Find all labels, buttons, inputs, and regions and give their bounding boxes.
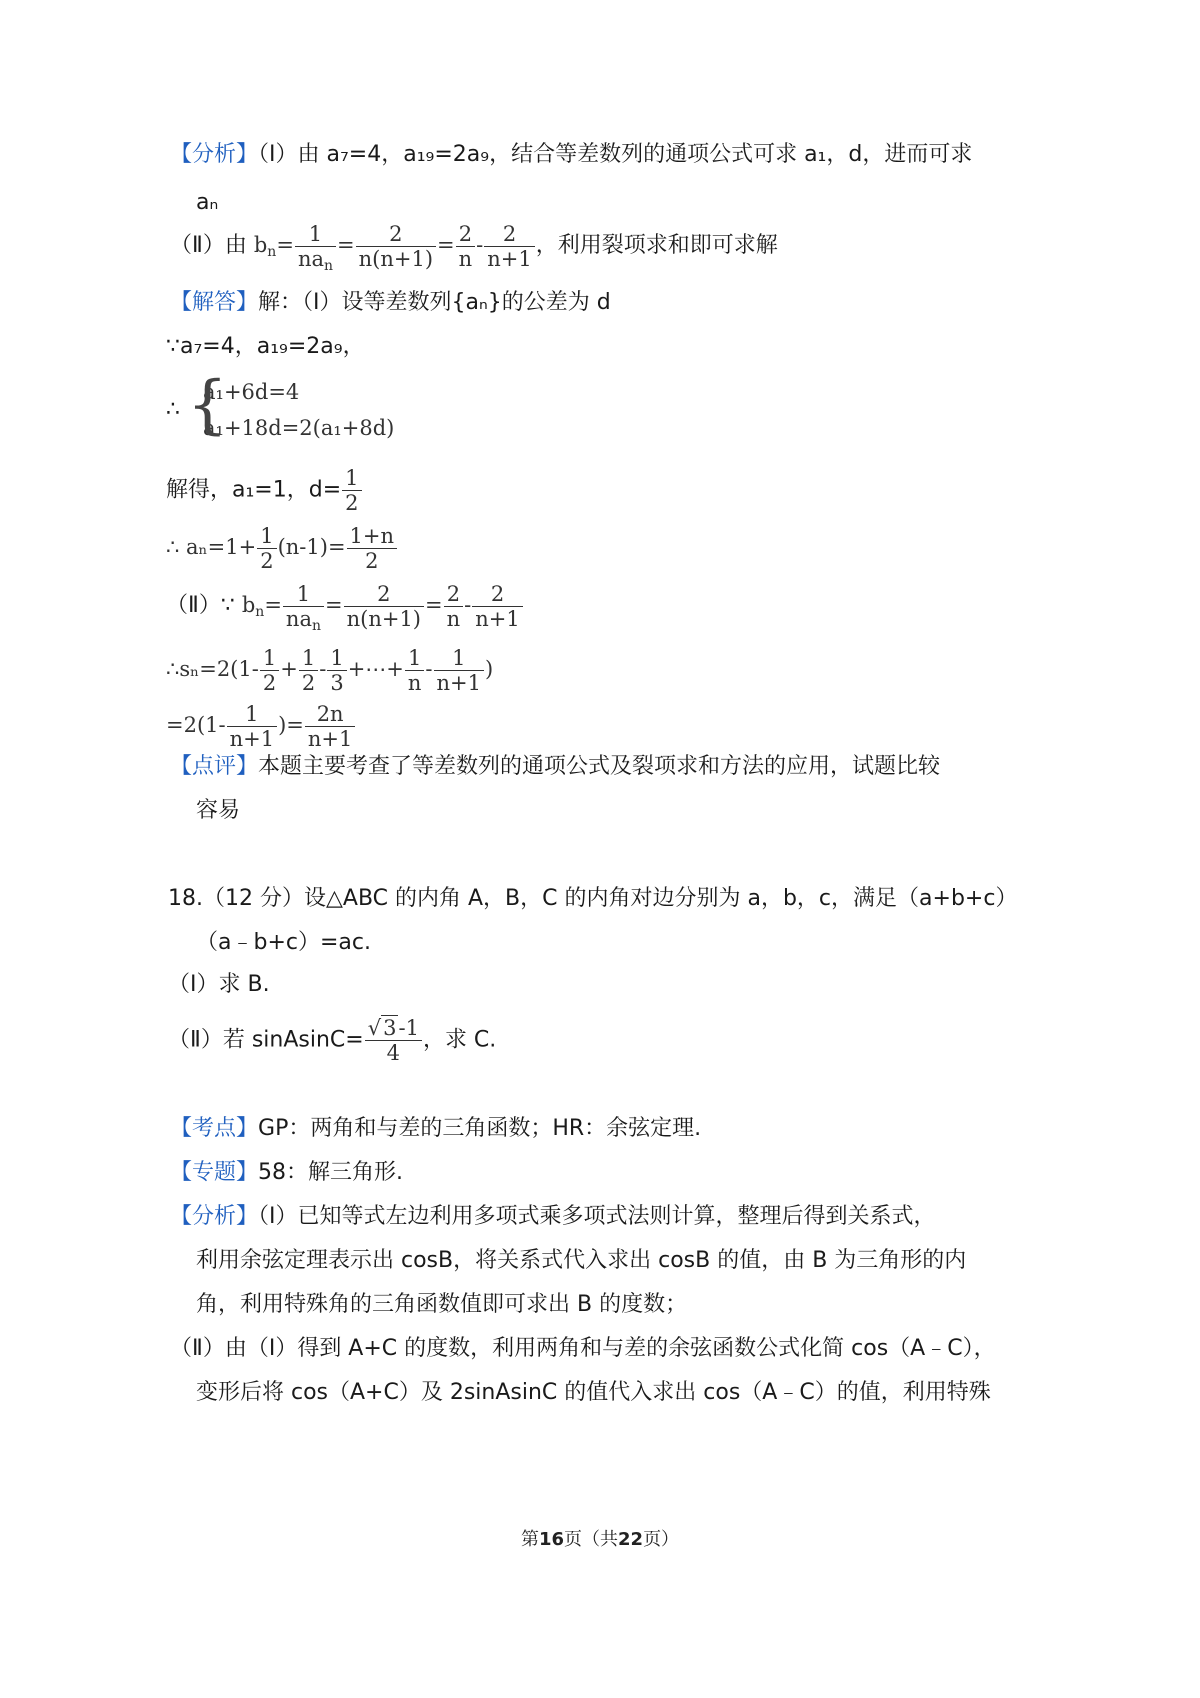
part2-suffix: ，利用裂项求和即可求解 bbox=[535, 233, 778, 258]
analysis2-text-1: （Ⅰ）已知等式左边利用多项式乘多项式法则计算，整理后得到关系式， bbox=[258, 1204, 936, 1229]
zhuanti-tag: 【专题】 bbox=[170, 1160, 259, 1185]
part2-hint-line bbox=[170, 222, 778, 274]
q1-text: （Ⅰ）求 B. bbox=[168, 972, 270, 997]
comment-tag: 【点评】 bbox=[170, 754, 259, 779]
footer-post: 页） bbox=[643, 1529, 680, 1550]
footer-page-number: 16 bbox=[538, 1529, 564, 1550]
footer-mid: 页（共 bbox=[564, 1529, 618, 1550]
d-fraction: $\frac{1}{2}$ bbox=[342, 466, 361, 515]
an-formula: ∴ aₙ=1+ $\frac{1}{2}$ (n-1)= $\frac{1+n}{2}$ bbox=[166, 535, 398, 559]
equation-system: { a₁+6d=4 a₁+18d=2(a₁+8d) bbox=[187, 374, 394, 446]
analysis2-text-5: 变形后将 cos（A+C）及 2sinAsinC 的值代入求出 cos（A﹣C）的值，利用特殊 bbox=[196, 1380, 991, 1405]
sqrt-fraction: $\frac{√3-1}{4}$ bbox=[365, 1016, 422, 1065]
sn-formula: ∴sₙ=2(1- $\frac{1}{2}$ + $\frac{1}{2}$ - $\frac{1}{3}$ +⋯+ $\frac{1}{n}$ - $\frac{1}{n+1}$ ) bbox=[166, 646, 494, 695]
page-footer bbox=[0, 1525, 1200, 1551]
system-row-1: a₁+6d=4 bbox=[203, 380, 300, 404]
comment-text: 本题主要考查了等差数列的通项公式及裂项求和方法的应用，试题比较 bbox=[258, 754, 941, 779]
footer-pre: 第 bbox=[520, 1529, 539, 1550]
analysis2-line-3 bbox=[196, 1290, 687, 1320]
problem-18-line-2 bbox=[196, 928, 371, 958]
problem-18-q1 bbox=[168, 970, 270, 1000]
an-line bbox=[166, 524, 398, 573]
comment-cont: 容易 bbox=[196, 798, 241, 823]
sn-line bbox=[166, 646, 493, 695]
analysis2-line-2 bbox=[196, 1246, 966, 1276]
comment-line-2 bbox=[196, 796, 240, 826]
final-line bbox=[166, 702, 356, 751]
therefore-symbol: ∴ bbox=[166, 397, 180, 422]
bn-formula-2: $b_n=$ $\frac{1}{na_n}$ = $\frac{2}{n(n+1)}$ = $\frac{2}{n}$ - $\frac{2}{n+1}$ bbox=[242, 593, 524, 617]
part2-solution-line bbox=[166, 582, 524, 634]
solution-line bbox=[170, 288, 611, 318]
bn-formula: $b_n=$ $\frac{1}{na_n}$ = $\frac{2}{n(n+1)}$ = $\frac{2}{n}$ - $\frac{2}{n+1}$ bbox=[254, 233, 536, 257]
analysis2-tag: 【分析】 bbox=[170, 1204, 259, 1229]
analysis2-text-2: 利用余弦定理表示出 cosB，将关系式代入求出 cosB 的值，由 B 为三角形的内 bbox=[196, 1248, 967, 1273]
kaodian-text: GP：两角和与差的三角函数；HR：余弦定理. bbox=[258, 1116, 702, 1141]
problem-18-q2 bbox=[168, 1016, 496, 1065]
problem-18-line-1 bbox=[168, 884, 1017, 914]
zhuanti-text: 58：解三角形. bbox=[258, 1160, 404, 1185]
because-text: ∵a₇=4，a₁₉=2a₉， bbox=[166, 334, 365, 359]
system-row-2: a₁+18d=2(a₁+8d) bbox=[203, 416, 395, 440]
part2b-prefix: （Ⅱ）∵ bbox=[166, 593, 235, 618]
footer-total-pages: 22 bbox=[618, 1529, 644, 1550]
analysis-line-1 bbox=[170, 140, 972, 170]
analysis2-line-4 bbox=[170, 1334, 996, 1364]
solution-text: 解：（Ⅰ）设等差数列{aₙ}的公差为 d bbox=[258, 290, 611, 315]
part2-prefix: （Ⅱ）由 bbox=[170, 233, 247, 258]
zhuanti-line bbox=[170, 1158, 403, 1188]
kaodian-line bbox=[170, 1114, 701, 1144]
analysis-tag: 【分析】 bbox=[170, 142, 259, 167]
solution-tag: 【解答】 bbox=[170, 290, 259, 315]
analysis2-text-3: 角，利用特殊角的三角函数值即可求出 B 的度数； bbox=[196, 1292, 688, 1317]
solved-line bbox=[166, 466, 363, 515]
q2-suffix: ，求 C. bbox=[422, 1027, 497, 1053]
q2-prefix: （Ⅱ）若 sinAsinC= bbox=[168, 1027, 364, 1053]
problem-18-text-1: 18.（12 分）设△ABC 的内角 A，B，C 的内角对边分别为 a，b，c，满足（a+b+c） bbox=[168, 886, 1018, 911]
analysis-cont: aₙ bbox=[196, 190, 219, 215]
solved-prefix: 解得，a₁=1，d= bbox=[166, 477, 342, 503]
system-line bbox=[166, 368, 395, 446]
analysis-text: （Ⅰ）由 a₇=4，a₁₉=2a₉，结合等差数列的通项公式可求 a₁，d，进而可求 bbox=[258, 142, 973, 167]
analysis-line-2 bbox=[196, 188, 218, 218]
problem-18-text-2: （a﹣b+c）=ac. bbox=[196, 930, 371, 955]
final-formula: =2(1- $\frac{1}{n+1}$ )= $\frac{2n}{n+1}$ bbox=[166, 713, 356, 737]
analysis2-text-4: （Ⅱ）由（Ⅰ）得到 A+C 的度数，利用两角和与差的余弦函数公式化简 cos（A﹣C）， bbox=[170, 1336, 996, 1361]
because-line bbox=[166, 332, 365, 362]
analysis2-line-1 bbox=[170, 1202, 936, 1232]
comment-line-1 bbox=[170, 752, 940, 782]
kaodian-tag: 【考点】 bbox=[170, 1116, 259, 1141]
analysis2-line-5 bbox=[196, 1378, 991, 1408]
